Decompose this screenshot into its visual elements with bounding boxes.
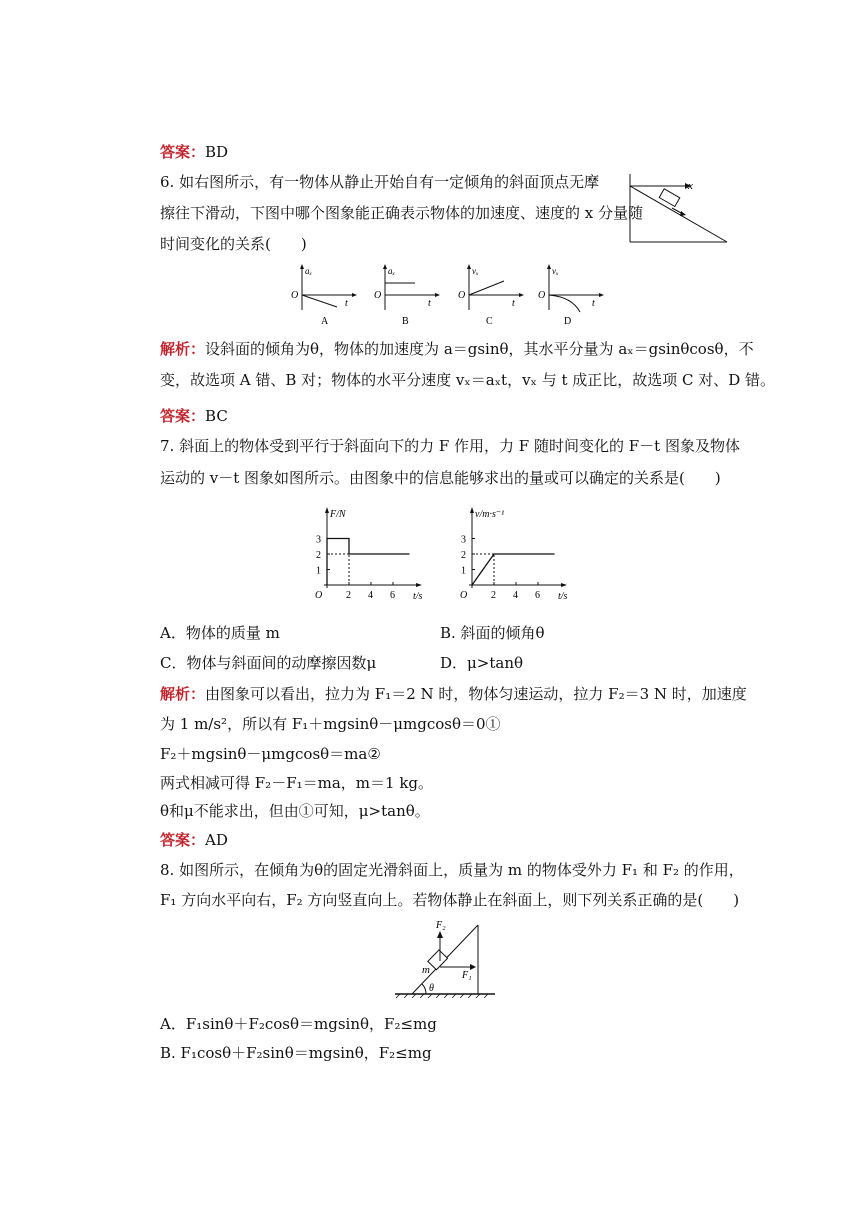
origin-label: O [291,290,299,301]
q6-answer [160,406,228,426]
y-tick-label: 1 [316,565,321,577]
y-axis-arrow [325,507,329,513]
q7-stem-line1: 7. 斜面上的物体受到平行于斜面向下的力 F 作用，力 F 随时间变化的 F－t 图象及物体 [160,437,740,455]
q8-option-b: B. F₁cosθ＋F₂sinθ＝mgsinθ，F₂≤mg [160,1044,432,1062]
q7-stem-line2: 运动的 v－t 图象如图所示。由图象中的信息能够求出的量或可以确定的关系是( ) [160,469,721,487]
q7-analysis-line4: 两式相减可得 F₂－F₁＝ma，m＝1 kg。 [160,774,434,792]
q6-analysis-line1 [160,339,754,359]
y-axis-label: aₓ [305,266,313,276]
q7-analysis-line3: F₂＋mgsinθ－μmgcosθ＝ma② [160,745,381,763]
answer-value: AD [205,831,228,849]
y-axis-label: F/N [330,509,346,520]
analysis-label: 解析： [160,685,206,703]
q8-option-a: A．F₁sinθ＋F₂cosθ＝mgsinθ，F₂≤mg [160,1015,437,1033]
q7-analysis-line5: θ和μ不能求出，但由①可知，μ>tanθ。 [160,802,430,820]
x-tick-label: 4 [368,590,373,601]
x-axis-label: t [512,298,515,309]
option-letter: C [486,316,493,327]
origin-label: O [374,290,382,301]
y-axis-label: v/m·s⁻¹ [475,509,505,520]
origin-label: O [315,590,323,601]
answer-label: 答案： [160,143,206,161]
q6-stem-line2: 擦往下滑动，下图中哪个图象能正确表示物体的加速度、速度的 x 分量随 [160,204,643,222]
q5-answer [160,142,228,162]
q6-graph-A [285,262,360,327]
y-tick-label: 2 [461,550,466,561]
x-tick-label: 6 [535,590,540,601]
answer-value: BC [205,407,228,425]
q7-option-c: C．物体与斜面间的动摩擦因数μ [160,654,377,672]
analysis-text: 由图象可以看出，拉力为 F₁＝2 N 时，物体匀速运动，拉力 F₂＝3 N 时，加速度 [205,685,747,703]
series-line [472,554,555,585]
q6-analysis-line2: 变，故选项 A 错、B 对；物体的水平分速度 vₓ＝aₓt，vₓ 与 t 成正比，故选项 C 对、D 错。 [160,371,776,389]
x-axis-label: t [428,298,431,309]
answer-label: 答案： [160,407,206,425]
q7-analysis-line2: 为 1 m/s²，所以有 F₁＋mgsinθ－μmgcosθ＝0① [160,715,501,733]
q8-stem-line1: 8. 如图所示，在倾角为θ的固定光滑斜面上，质量为 m 的物体受外力 F₁ 和 F₂ 的作用， [160,861,744,879]
q6-graph-D [532,262,607,327]
y-tick-label: 2 [316,550,321,561]
f2-label: F₂ [436,920,446,931]
x-tick-label: 4 [513,590,518,601]
x-axis-label: t [592,298,595,309]
mass-label: m [422,964,430,976]
q7-option-b: B. 斜面的倾角θ [440,624,545,642]
q6-incline-figure [625,172,735,248]
answer-label: 答案： [160,831,206,849]
analysis-label: 解析： [160,340,206,358]
q6-graph-C [452,262,527,327]
answer-value: BD [205,143,229,161]
y-tick-label: 3 [316,534,321,546]
origin-label: O [458,290,466,301]
q7-option-d: D．μ>tanθ [440,654,524,672]
x-tick-label: 6 [390,590,395,601]
y-tick-label: 3 [461,534,466,546]
y-axis-arrow [470,507,474,513]
q7-option-a: A．物体的质量 m [160,624,280,642]
analysis-text: 设斜面的倾角为θ，物体的加速度为 a＝gsinθ，其水平分量为 aₓ＝gsinθcosθ，不 [205,340,754,358]
f1-label: F₁ [462,970,472,981]
y-axis-label: aₓ [388,266,396,276]
q7-analysis-line1 [160,684,747,704]
q7-answer [160,830,228,850]
x-axis-label: t/s [558,591,568,602]
q7-force-time-chart [305,505,435,605]
x-tick-label: 2 [491,590,496,601]
x-axis-label: t/s [413,591,423,602]
q8-stem-line2: F₁ 方向水平向右，F₂ 方向竖直向上。若物体静止在斜面上，则下列关系正确的是( ) [160,891,740,909]
q7-velocity-time-chart [450,505,580,605]
option-letter: D [564,316,572,327]
x-tick-label: 2 [346,590,351,601]
q8-incline-figure [390,915,505,1000]
origin-label: O [538,290,546,301]
option-letter: A [321,316,329,327]
x-axis-label: t [345,298,348,309]
y-tick-label: 1 [461,565,466,577]
x-axis-arrow [416,583,422,587]
theta-label: θ [429,983,434,994]
q6-stem-line1: 6. 如右图所示，有一物体从静止开始自有一定倾角的斜面顶点无摩 [160,173,600,191]
y-axis-label: vₓ [552,266,559,276]
q6-stem-line3: 时间变化的关系( ) [160,235,307,253]
q6-graph-B [368,262,443,327]
option-letter: B [402,316,409,327]
y-axis-label: vₓ [472,266,479,276]
series-line [327,539,410,586]
origin-label: O [460,590,468,601]
x-axis-label: x [688,180,693,192]
x-axis-arrow [561,583,567,587]
